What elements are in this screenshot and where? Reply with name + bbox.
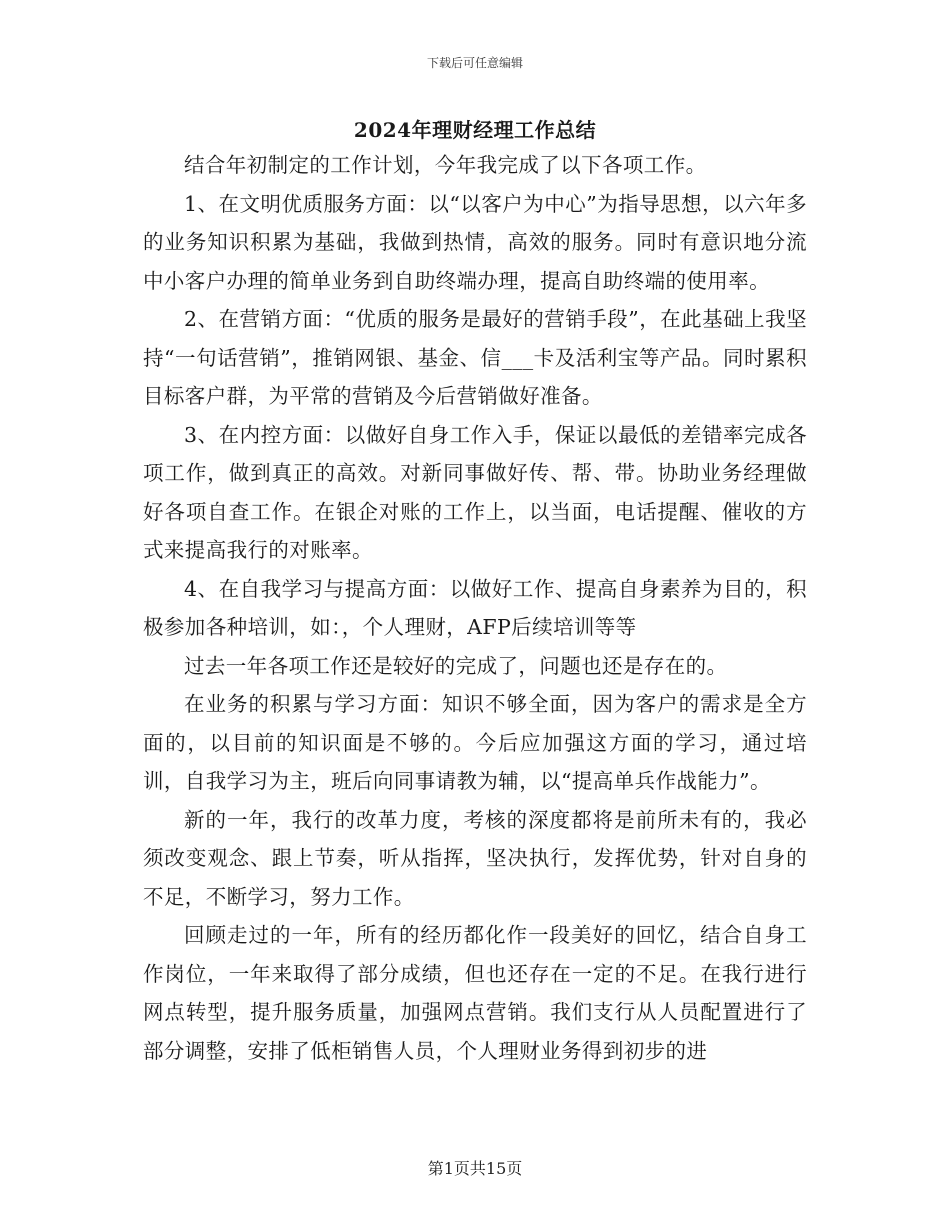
- page-number: 第1页共15页: [427, 1159, 523, 1178]
- paragraph: 结合年初制定的工作计划，今年我完成了以下各项工作。: [184, 153, 707, 177]
- paragraph: 回顾走过的一年，所有的经历都化作一段美好的回忆，结合自身工作岗位，一年来取得了部分成绩，但也还存在一定的不足。在我行进行网点转型，提升服务质量，加强网点营销。我们支行从人员配置进行了部分调整，安排了低柜销售人员，个人理财业务得到初步的进: [143, 923, 807, 1063]
- paragraph: 新的一年，我行的改革力度，考核的深度都将是前所未有的，我必须改变观念、跟上节奏，听从指挥，坚决执行，发挥优势，针对自身的不足，不断学习，努力工作。: [143, 807, 807, 909]
- document-title: 2024年理财经理工作总结: [353, 118, 597, 142]
- paragraph: 在业务的积累与学习方面：知识不够全面，因为客户的需求是全方面的，以目前的知识面是不够的。今后应加强这方面的学习，通过培训，自我学习为主，班后向同事请教为辅，以“提高单兵作战能力”。: [143, 692, 807, 793]
- paragraph: 1、在文明优质服务方面：以“以客户为中心”为指导思想，以六年多的业务知识积累为基础，我做到热情，高效的服务。同时有意识地分流中小客户办理的简单业务到自助终端办理，提高自助终端的使用率。: [143, 191, 807, 293]
- paragraph: 过去一年各项工作还是较好的完成了，问题也还是存在的。: [184, 653, 728, 678]
- paragraph: 3、在内控方面：以做好自身工作入手，保证以最低的差错率完成各项工作，做到真正的高效。对新同事做好传、帮、带。协助业务经理做好各项自查工作。在银企对账的工作上，以当面，电话提醒、催收的方式来提高我行的对账率。: [143, 422, 807, 562]
- document-body: [143, 146, 807, 1070]
- paragraph: 4、在自我学习与提高方面：以做好工作、提高自身素养为目的，积极参加各种培训，如：，个人理财，AFP后续培训等等: [143, 576, 807, 639]
- page-header-note: 下载后可任意编辑: [426, 56, 523, 70]
- paragraph: 2、在营销方面：“优质的服务是最好的营销手段”，在此基础上我坚持“一句话营销”，推销网银、基金、信___卡及活利宝等产品。同时累积目标客户群，为平常的营销及今后营销做好准备。: [143, 307, 807, 408]
